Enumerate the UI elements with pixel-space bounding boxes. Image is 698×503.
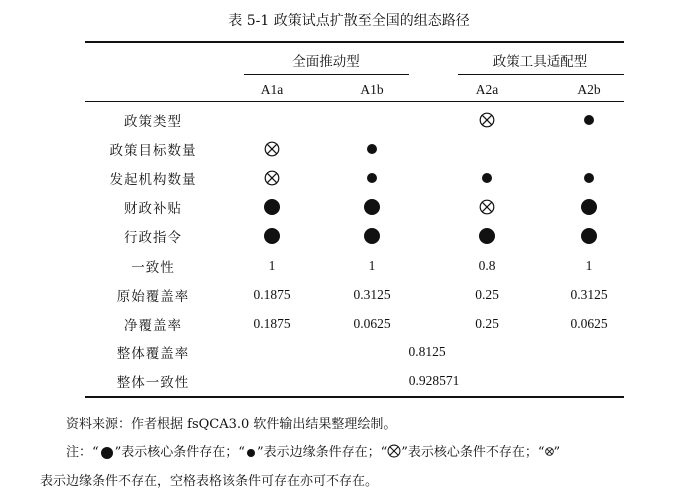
metric-value: 0.1875 <box>253 316 291 331</box>
column-header-a2b: A2b <box>577 82 601 97</box>
metric-value: 0.25 <box>475 316 499 331</box>
metric-value: 1 <box>268 258 276 273</box>
source-note: 资料来源：作者根据 fsQCA3.0 软件输出结果整理绘制。 <box>66 417 397 432</box>
core-absent-icon <box>264 170 280 186</box>
peripheral-present-icon <box>482 173 492 183</box>
row-label: 一致性 <box>131 260 175 276</box>
core-present-legend-icon <box>101 447 113 459</box>
legend-text-a: 注：“ <box>66 445 99 460</box>
peripheral-present-icon <box>367 144 377 154</box>
metric-value: 1 <box>585 258 593 273</box>
table-header-rule <box>85 101 624 102</box>
metric-value: 0.3125 <box>570 287 608 302</box>
peripheral-present-icon <box>584 173 594 183</box>
group-header-tool-fit: 政策工具适配型 <box>492 54 588 70</box>
group-header-comprehensive: 全面推动型 <box>292 54 360 70</box>
row-label: 财政补贴 <box>124 201 182 217</box>
core-absent-icon <box>264 141 280 157</box>
legend-text-b: ”表示核心条件存在；“ <box>114 445 245 460</box>
metric-value: 0.1875 <box>253 287 291 302</box>
legend-text-e: ” <box>553 445 561 460</box>
row-label-overall-consistency: 整体一致性 <box>116 375 190 391</box>
row-label: 净覆盖率 <box>124 318 182 334</box>
metric-value: 0.8 <box>478 258 496 273</box>
core-present-icon <box>364 228 380 244</box>
core-present-icon <box>264 228 280 244</box>
core-absent-icon <box>479 112 495 128</box>
row-label: 原始覆盖率 <box>116 289 190 305</box>
column-header-a1b: A1b <box>360 82 384 97</box>
group-underline-1 <box>244 74 409 75</box>
row-label: 政策类型 <box>124 114 182 130</box>
metric-value: 0.25 <box>475 287 499 302</box>
metric-value: 1 <box>368 258 376 273</box>
core-present-icon <box>364 199 380 215</box>
core-present-icon <box>581 228 597 244</box>
table-caption: 表 5-1 政策试点扩散至全国的组态路径 <box>228 13 470 29</box>
legend-note <box>66 441 560 462</box>
peripheral-present-legend-icon <box>247 449 255 457</box>
legend-text-d: ”表示核心条件不存在；“ <box>401 445 545 460</box>
table-top-rule <box>85 41 624 43</box>
column-header-a1a: A1a <box>260 82 284 97</box>
overall-consistency-value: 0.928571 <box>408 373 460 388</box>
legend-text-c: ”表示边缘条件存在；“ <box>256 445 388 460</box>
peripheral-present-icon <box>584 115 594 125</box>
group-underline-2 <box>458 74 624 75</box>
metric-value: 0.0625 <box>570 316 608 331</box>
peripheral-present-icon <box>367 173 377 183</box>
column-header-a2a: A2a <box>475 82 499 97</box>
row-label: 行政指令 <box>124 230 182 246</box>
row-label: 政策目标数量 <box>109 143 197 159</box>
overall-coverage-value: 0.8125 <box>408 344 446 359</box>
core-present-icon <box>479 228 495 244</box>
core-present-icon <box>264 199 280 215</box>
row-label: 发起机构数量 <box>109 172 197 188</box>
core-absent-legend-icon <box>387 444 401 462</box>
metric-value: 0.0625 <box>353 316 391 331</box>
peripheral-absent-legend-icon <box>545 445 554 460</box>
metric-value: 0.3125 <box>353 287 391 302</box>
core-absent-icon <box>479 199 495 215</box>
table-bottom-rule <box>85 396 624 398</box>
core-present-icon <box>581 199 597 215</box>
row-label-overall-coverage: 整体覆盖率 <box>116 346 190 362</box>
legend-note-line2: 表示边缘条件不存在，空格表格该条件可存在亦可不存在。 <box>40 474 379 489</box>
